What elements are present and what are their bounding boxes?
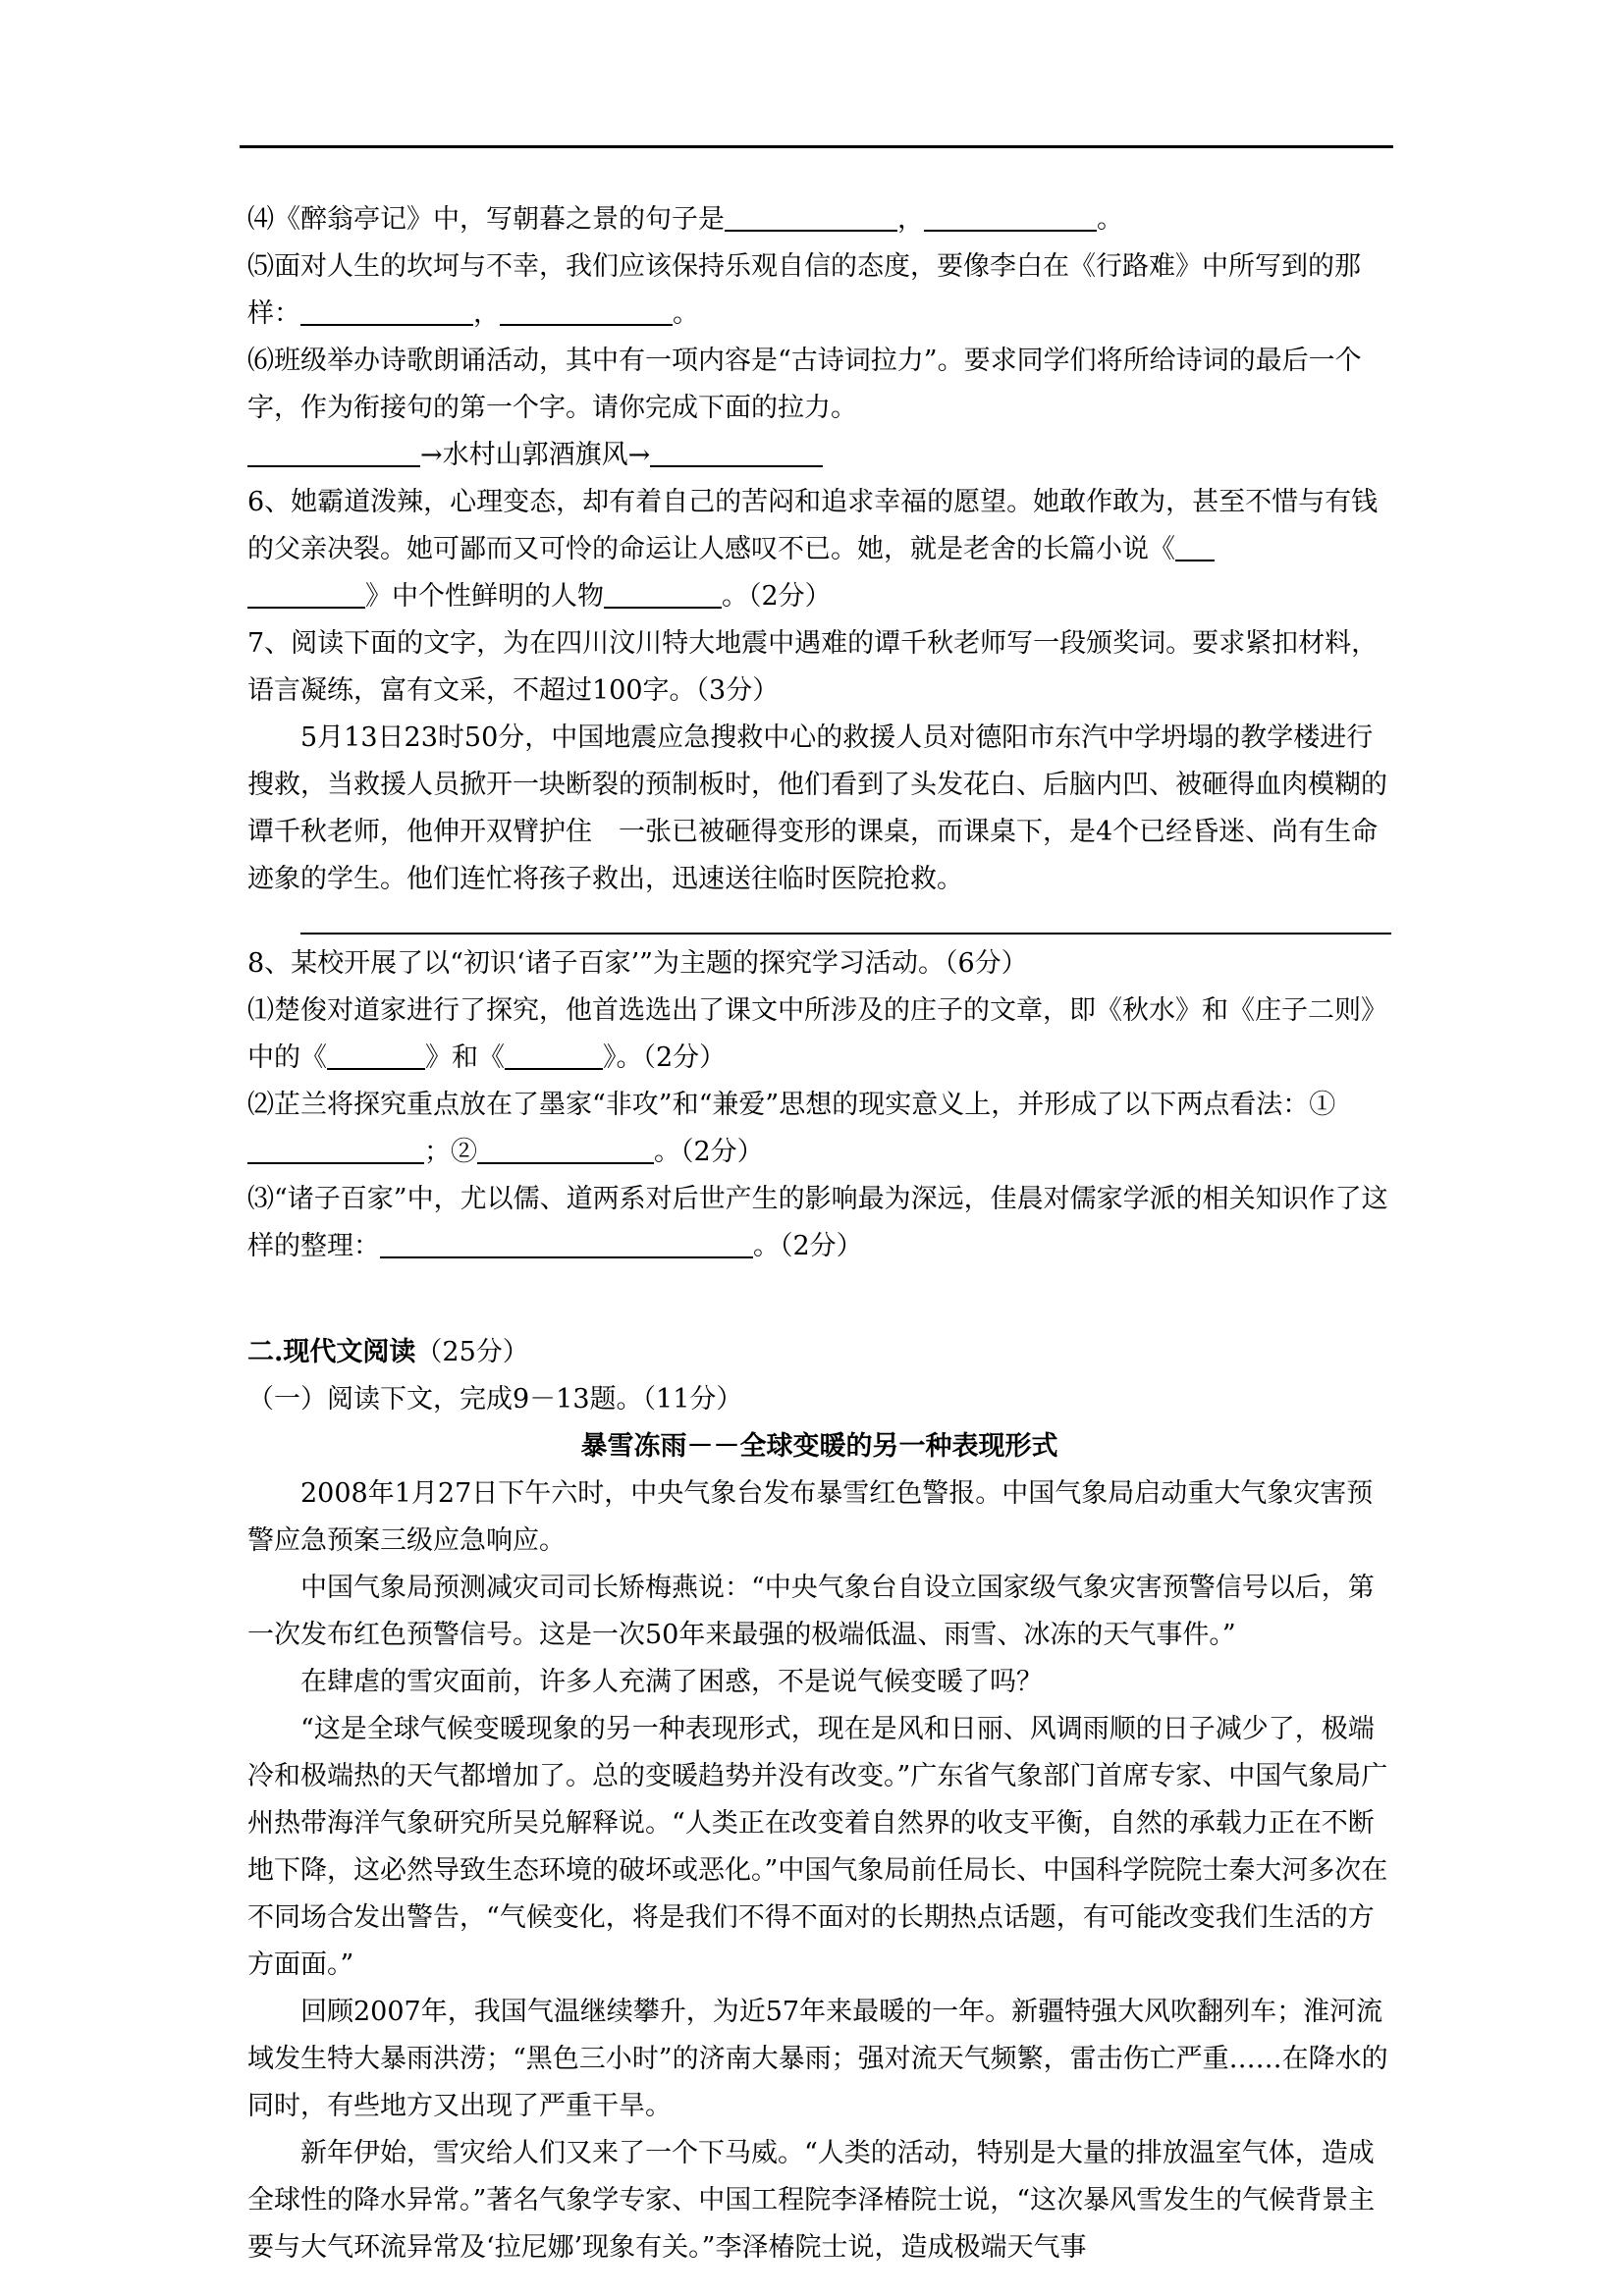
answer-blank[interactable] [924,198,1097,232]
question-8-part3: ⑶“诸子百家”中，尤以儒、道两系对后世产生的影响最为深远，佳晨对儒家学派的相关知识作了这样的整理： 。（2分） [247,1184,1388,1261]
header-rule [240,145,1393,148]
exam-page [247,196,1391,2271]
answer-blank[interactable] [247,434,420,467]
question-6: 6、她霸道泼辣，心理变态，却有着自己的苦闷和追求幸福的愿望。她敢作敢为，甚至不惜与有钱的父亲决裂。她可鄙而又可怜的命运让人感叹不已。她，就是老舍的长篇小说《 》中个性鲜明的人物 。（2分） [247,487,1379,612]
question-7-prompt: 7、阅读下面的文字，为在四川汶川特大地震中遇难的谭千秋老师写一段颁奖词。要求紧扣材料，语言凝练，富有文采，不超过100字。（3分） [247,628,1379,706]
answer-blank[interactable] [477,1131,654,1164]
answer-blank[interactable] [650,434,823,467]
question-8-intro: 8、某校开展了以“初识‘诸子百家’”为主题的探究学习活动。（6分） [247,948,1028,979]
answer-blank[interactable] [500,293,673,326]
answer-blank[interactable] [725,198,897,232]
article-paragraph: 2008年1月27日下午六时，中央气象台发布暴雪红色警报。中国气象局启动重大气象灾害预警应急预案三级应急响应。 [247,1478,1374,1556]
section-2-subheading: （一）阅读下文，完成9－13题。（11分） [247,1384,743,1415]
question-8-part1: ⑴楚俊对道家进行了探究，他首选选出了课文中所涉及的庄子的文章，即《秋水》和《庄子二则》中的《 》和《 》。（2分） [247,995,1387,1073]
article-paragraph: 中国气象局预测减灾司司长矫梅燕说：“中央气象台自设立国家级气象灾害预警信号以后，第一次发布红色预警信号。这是一次50年来最强的极端低温、雨雪、冰冻的天气事件。” [247,1573,1375,1650]
article-paragraph: 在肆虐的雪灾面前，许多人充满了困惑，不是说气候变暖了吗？ [300,1667,1043,1697]
answer-blank[interactable] [505,1037,603,1070]
answer-line[interactable] [300,903,1391,934]
answer-blank[interactable] [380,1225,753,1258]
answer-blank[interactable] [247,575,365,609]
question-8-part2: ⑵芷兰将探究重点放在了墨家“非攻”和“兼爱”思想的现实意义上，并形成了以下两点看法：①；② 。（2分） [247,1090,1336,1167]
answer-blank[interactable] [327,1037,425,1070]
article-title: 暴雪冻雨－－全球变暖的另一种表现形式 [580,1431,1058,1462]
q5-part6: ⑹班级举办诗歌朗诵活动，其中有一项内容是“古诗词拉力”。要求同学们将所给诗词的最后一个字，作为衔接句的第一个字。请你完成下面的拉力。 [247,346,1362,423]
answer-blank[interactable] [1175,528,1215,561]
answer-blank[interactable] [247,1131,424,1164]
answer-blank[interactable] [300,293,473,326]
question-7-material: 5月13日23时50分，中国地震应急搜救中心的救援人员对德阳市东汽中学坍塌的教学楼进行搜救，当救援人员掀开一块断裂的预制板时，他们看到了头发花白、后脑内凹、被砸得血肉模糊的谭千秋老师，他伸开双臂护住 一张已被砸得变形的课桌，而课桌下，是4个已经昏迷、尚有生命迹象的学生。他们连忙将孩子救出，迅速送往临时医院抢救。 [247,722,1387,894]
article-paragraph: 新年伊始，雪灾给人们又来了一个下马威。“人类的活动，特别是大量的排放温室气体，造成全球性的降水异常。”著名气象学专家、中国工程院李泽椿院士说，“这次暴风雪发生的气候背景主要与大气环流异常及‘拉尼娜’现象有关。”李泽椿院士说，造成极端天气事 [247,2138,1376,2263]
answer-blank[interactable] [604,575,722,609]
article-paragraph: 回顾2007年，我国气温继续攀升，为近57年来最暖的一年。新疆特强大风吹翻列车；淮河流域发生特大暴雨洪涝；“黑色三小时”的济南大暴雨；强对流天气频繁，雷击伤亡严重……在降水的同时，有些地方又出现了严重干旱。 [247,1997,1388,2121]
q5-part6-chain: →水村山郭酒旗风→ [247,432,1391,479]
section-2-heading: 二.现代文阅读（25分） [247,1337,529,1367]
q5-part4: ⑷《醉翁亭记》中，写朝暮之景的句子是 ， 。 [247,196,1391,243]
q5-part5: ⑸面对人生的坎坷与不幸，我们应该保持乐观自信的态度，要像李白在《行路难》中所写到的那样： ， 。 [247,251,1361,329]
article-paragraph: “这是全球气候变暖现象的另一种表现形式，现在是风和日丽、风调雨顺的日子减少了，极端冷和极端热的天气都增加了。总的变暖趋势并没有改变。”广东省气象部门首席专家、中国气象局广州热带海洋气象研究所吴兑解释说。“人类正在改变着自然界的收支平衡，自然的承载力正在不断地下降，这必然导致生态环境的破坏或恶化。”中国气象局前任局长、中国科学院院士秦大河多次在不同场合发出警告，“气候变化，将是我们不得不面对的长期热点话题，有可能改变我们生活的方方面面。” [247,1714,1388,1980]
